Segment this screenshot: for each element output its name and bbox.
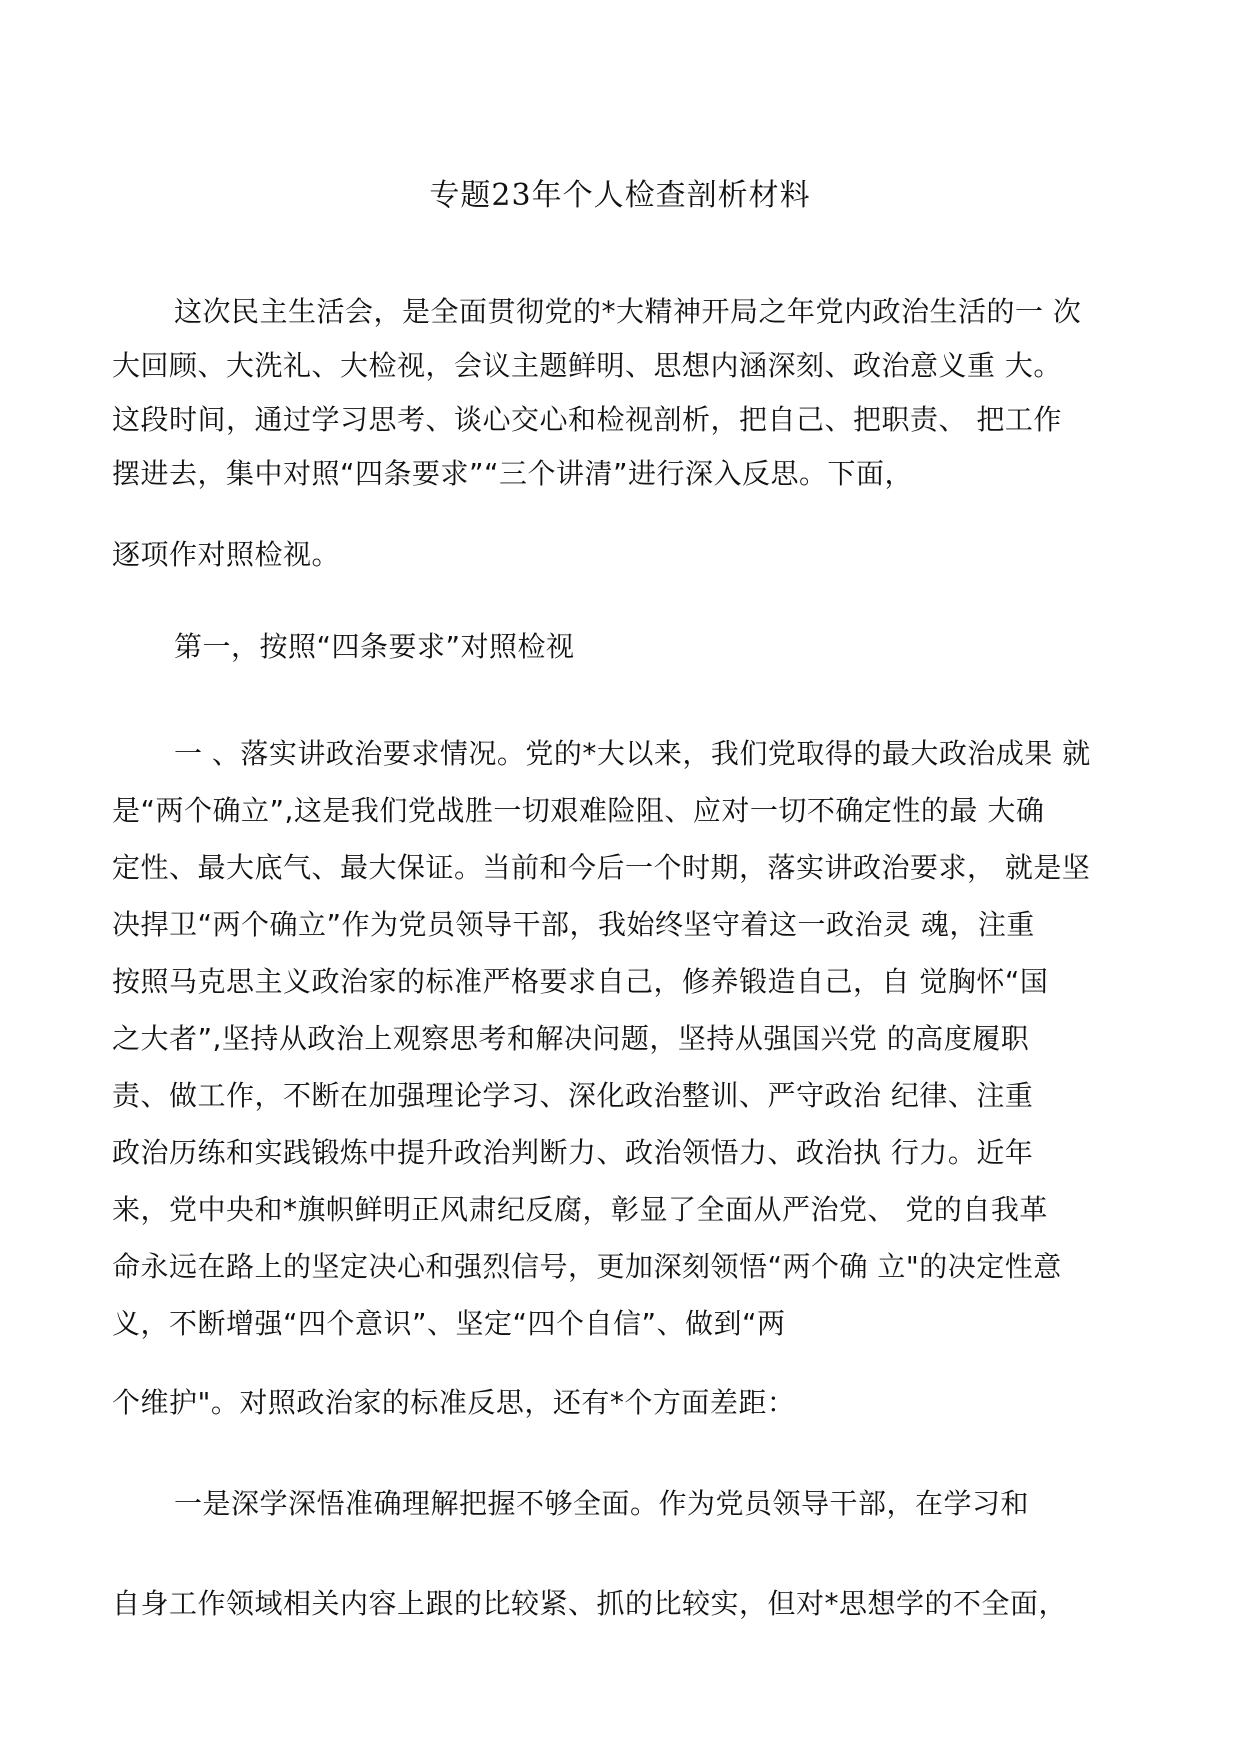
document-title: 专题23年个人检查剖析材料 — [429, 178, 811, 213]
paragraph-line: 之大者”,坚持从政治上观察思考和解决问题，坚持从强国兴党 的高度履职 — [112, 1022, 1030, 1055]
paragraph-line: 一是深学深悟准确理解把握不够全面。作为党员领导干部，在学习和 — [174, 1487, 1030, 1520]
paragraph-line: 命永远在路上的坚定决心和强烈信号，更加深刻领悟“两个确 立"的决定性意 — [112, 1250, 1062, 1283]
paragraph-line: 来，党中央和*旗帜鲜明正风肃纪反腐，彰显了全面从严治党、 党的自我革 — [112, 1193, 1048, 1226]
paragraph-line: 自身工作领域相关内容上跟的比较紧、抓的比较实，但对*思想学的不全面， — [112, 1587, 1068, 1620]
paragraph-line: 逐项作对照检视。 — [112, 538, 341, 571]
paragraph-line: 政治历练和实践锻炼中提升政治判断力、政治领悟力、政治执 行力。近年 — [112, 1136, 1034, 1169]
paragraph-line: 按照马克思主义政治家的标准严格要求自己，修养锻造自己，自 觉胸怀“国 — [112, 965, 1049, 998]
paragraph-line: 决捍卫“两个确立”作为党员领导干部，我始终坚守着这一政治灵 魂，注重 — [112, 908, 1035, 941]
paragraph-line: 一 、落实讲政治要求情况。党的*大以来，我们党取得的最大政治成果 就 — [174, 737, 1091, 770]
paragraph-line: 个维护"。对照政治家的标准反思，还有*个方面差距： — [112, 1386, 796, 1419]
paragraph-line: 定性、最大底气、最大保证。当前和今后一个时期，落实讲政治要求， 就是坚 — [112, 851, 1091, 884]
section-heading: 第一，按照“四条要求”对照检视 — [174, 630, 575, 663]
paragraph-line: 大回顾、大洗礼、大检视，会议主题鲜明、思想内涵深刻、政治意义重 大。 — [112, 349, 1062, 382]
paragraph-line: 这次民主生活会，是全面贯彻党的*大精神开局之年党内政治生活的一 次 — [174, 295, 1082, 328]
paragraph-line: 是“两个确立”,这是我们党战胜一切艰难险阻、应对一切不确定性的最 大确 — [112, 794, 1045, 827]
paragraph-line: 摆进去，集中对照“四条要求”“三个讲清”进行深入反思。下面， — [112, 457, 914, 490]
paragraph-line: 义，不断增强“四个意识”、坚定“四个自信”、做到“两 — [112, 1307, 786, 1340]
paragraph-line: 责、做工作，不断在加强理论学习、深化政治整训、严守政治 纪律、注重 — [112, 1079, 1034, 1112]
paragraph-line: 这段时间，通过学习思考、谈心交心和检视剖析，把自己、把职责、 把工作 — [112, 403, 1062, 436]
